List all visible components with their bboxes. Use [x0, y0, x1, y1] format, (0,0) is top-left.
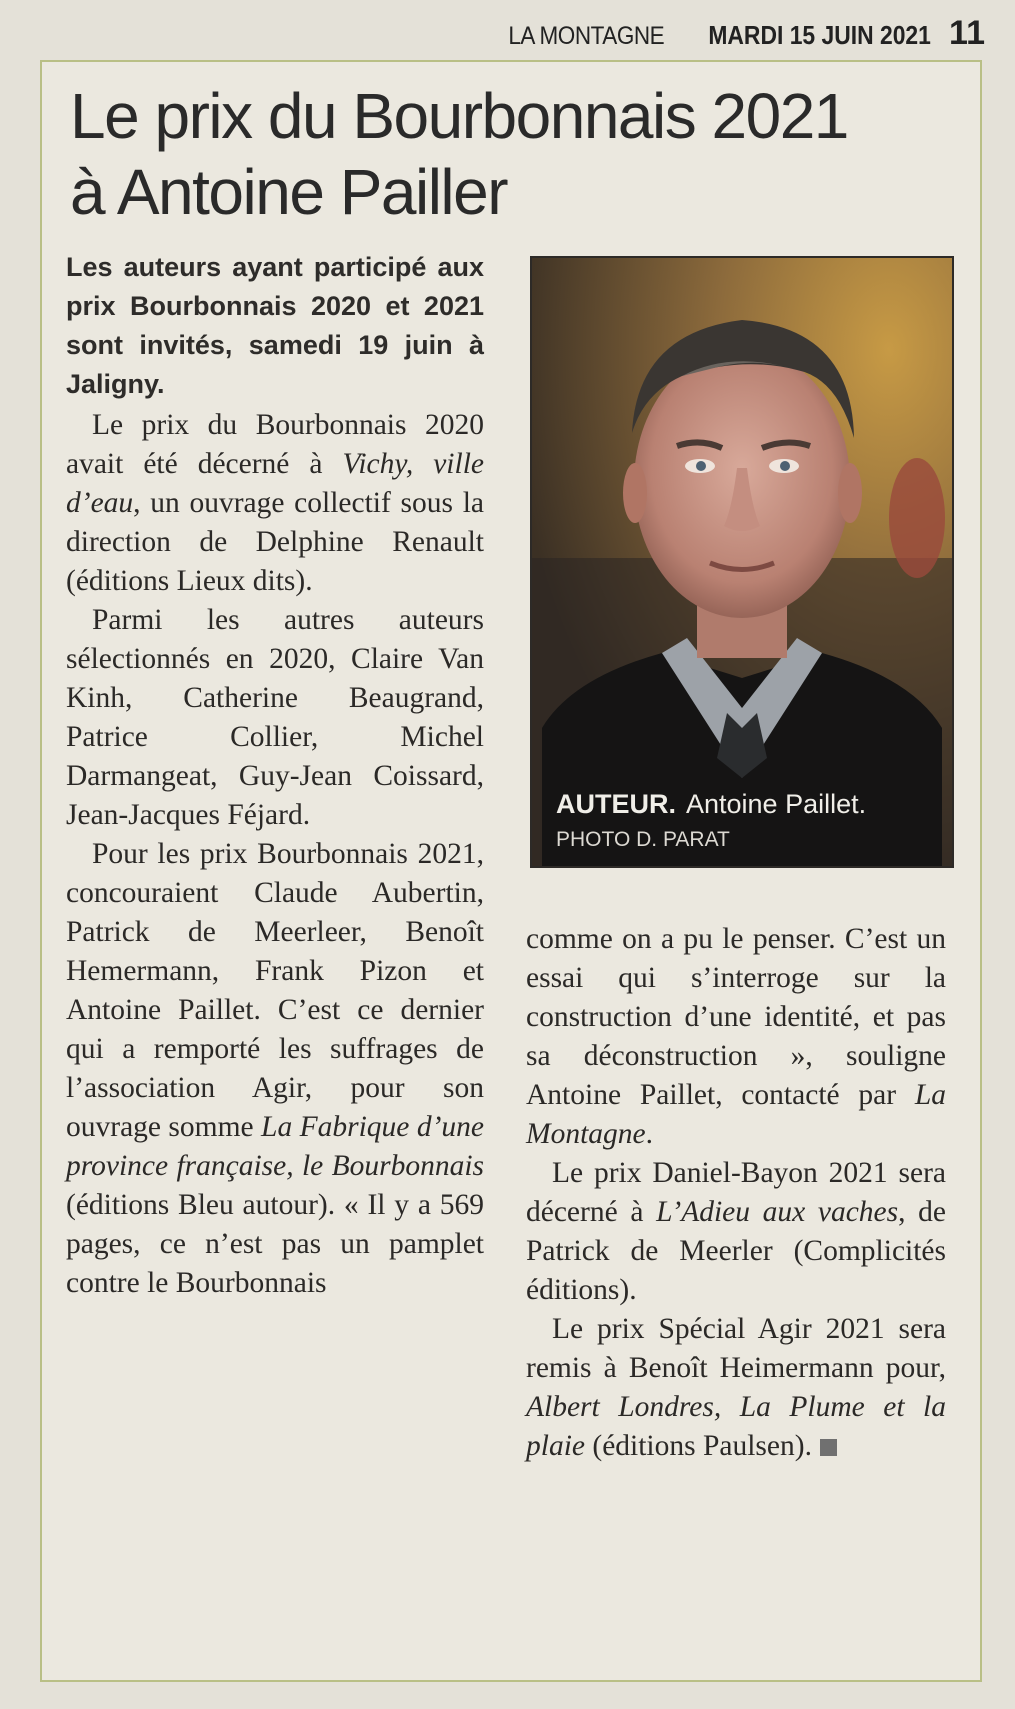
text-column-right	[526, 920, 946, 1466]
issue-date: MARDI 15 JUIN 2021	[708, 20, 932, 50]
text-column-left	[66, 248, 484, 1303]
paragraph-3: Pour les prix Bourbonnais 2021, concouraient Claude Aubertin, Patrick de Meerleer, Benoît Hemermann, Frank Pizon et Antoine Paillet. C’est ce dernier qui a remporté les suffrages de l’association Agir, pour son ouvrage somme La Fabrique d’une province française, le Bourbonnais (éditions Bleu autour). « Il y a 569 pages, ce n’est pas un pamplet contre le Bourbonnais	[66, 838, 484, 1299]
book-title: Albert Londres, La Plume et la plaie	[526, 1391, 946, 1462]
book-title: La Fabrique d’une province française, le Bourbonnais	[66, 1111, 484, 1182]
article-headline	[70, 78, 950, 230]
paragraph-2: Parmi les autres auteurs sélectionnés en 2020, Claire Van Kinh, Catherine Beaugrand, Patrice Collier, Michel Darmangeat, Guy-Jean Coissard, Jean-Jacques Féjard.	[66, 604, 484, 831]
paragraph-3-continued: comme on a pu le penser. C’est un essai qui s’interroge sur la construction d’une identité, et pas sa déconstruction », souligne Antoine Paillet, contacté par La Montagne.	[526, 923, 946, 1150]
headline-line-2: à Antoine Pailler	[70, 156, 508, 228]
caption-text: Antoine Paillet.	[686, 789, 867, 819]
newspaper-name: LA MONTAGNE	[508, 22, 665, 50]
article-lead: Les auteurs ayant participé aux prix Bourbonnais 2020 et 2021 sont invités, samedi 19 juin à Jaligny.	[66, 252, 484, 399]
photo-credit: PHOTO D. PARAT	[556, 828, 730, 851]
author-photo	[530, 256, 954, 868]
photo-caption	[556, 789, 866, 820]
paragraph-1: Le prix du Bourbonnais 2020 avait été décerné à Vichy, ville d’eau, un ouvrage collectif sous la direction de Delphine Renault (éditions Lieux dits).	[66, 409, 484, 597]
paragraph-4: Le prix Daniel-Bayon 2021 sera décerné à L’Adieu aux vaches, de Patrick de Meerler (Complicités éditions).	[526, 1157, 946, 1306]
end-mark-icon	[820, 1439, 837, 1456]
paragraph-5: Le prix Spécial Agir 2021 sera remis à Benoît Heimermann pour, Albert Londres, La Plume et la plaie (éditions Paulsen).	[526, 1313, 946, 1462]
headline-line-1: Le prix du Bourbonnais 2021	[70, 80, 848, 152]
book-title: L’Adieu aux vaches	[656, 1196, 899, 1228]
portrait-illustration	[532, 258, 952, 866]
book-title: Vichy, ville d’eau	[66, 448, 484, 519]
page-number: 11	[949, 14, 985, 52]
caption-label: AUTEUR.	[556, 789, 676, 819]
masthead	[40, 14, 985, 60]
newspaper-title: La Montagne	[526, 1079, 946, 1150]
